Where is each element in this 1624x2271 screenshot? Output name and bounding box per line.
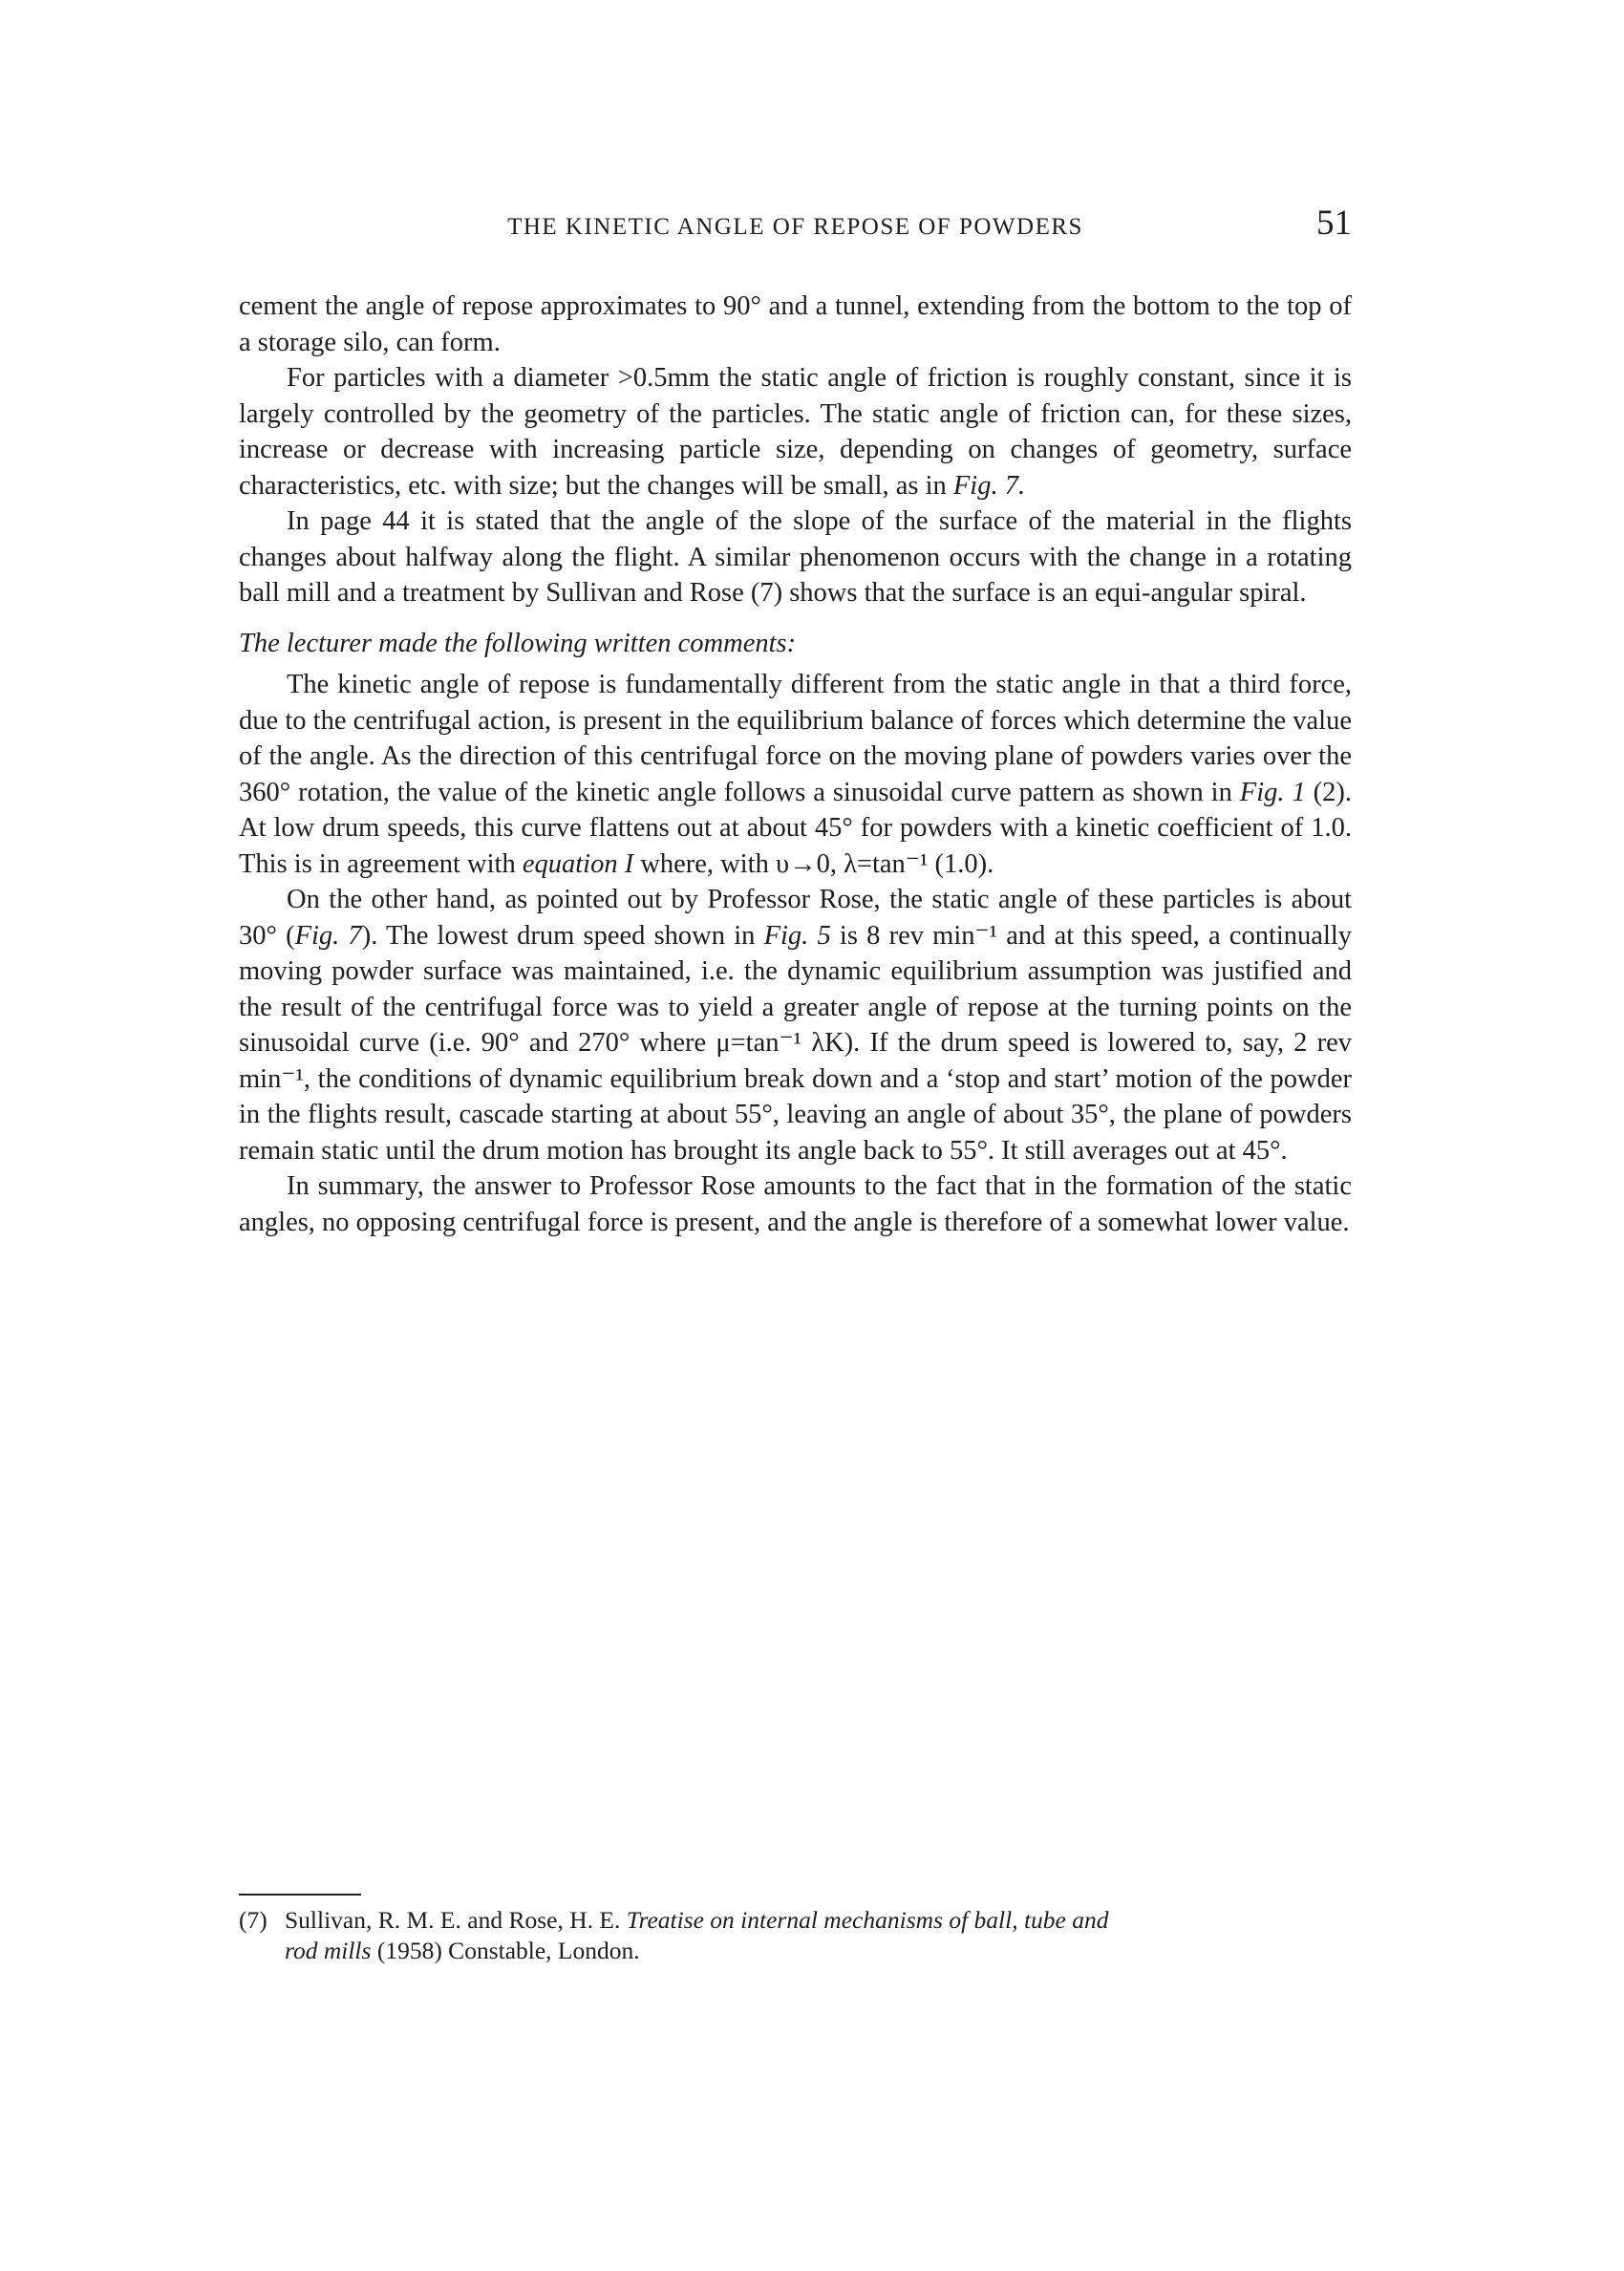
paragraph-2-text: For particles with a diameter >0.5mm the static angle of friction is roughly constant, since it is largely controlled by the geometry of the particles. The static angle of friction can, for these sizes, increase or decrease with increasing particle size, depending on changes of geometry, surface characteristics, etc. with size; but the changes will be small, as in xyxy=(239,363,1352,501)
figure-reference: Fig. 7 xyxy=(294,920,362,951)
paragraph-3 xyxy=(239,503,1352,611)
paragraph-5 xyxy=(239,882,1352,1168)
figure-reference: Fig. 1 xyxy=(1239,777,1306,807)
paragraph-5-text: On the other hand, as pointed out by Professor Rose, the static angle of these particles is about 30° ( xyxy=(239,885,1352,951)
figure-reference: Fig. 5 xyxy=(763,920,831,951)
footnote-number: (7) xyxy=(239,1906,267,1934)
paragraph-4-text: where, with υ→0, λ=tan⁻¹ (1.0). xyxy=(633,848,994,879)
page-number: 51 xyxy=(1316,204,1352,243)
footnote-title: rod mills xyxy=(285,1937,372,1964)
figure-reference: Fig. 7. xyxy=(952,470,1026,501)
page-header xyxy=(239,203,1352,252)
paragraph-4-text: (2). At low drum speeds, this curve flattens out at about 45° for powders with a kinetic coefficient of 1.0. This is in agreement with xyxy=(239,777,1352,879)
equation-reference: equation I xyxy=(522,848,634,879)
footnote-line-1 xyxy=(239,1905,1352,1936)
paragraph-6-text: In summary, the answer to Professor Rose amounts to the fact that in the formation of the static angles, no opposing centrifugal force is present, and the angle is therefore of a somewhat lower value. xyxy=(239,1171,1352,1237)
paragraph-3-text: In page 44 it is stated that the angle of the slope of the surface of the material in the flights changes about halfway along the flight. A similar phenomenon occurs with the change in a rotating ball mill and a treatment by Sullivan and Rose (7) shows that the surface is an equi-angular spiral. xyxy=(239,506,1352,608)
paragraph-4-text: The kinetic angle of repose is fundamentally different from the static angle in that a third force, due to the centrifugal action, is present in the equilibrium balance of forces which determine the value of the angle. As the direction of this centrifugal force on the moving plane of powders varies over the 360° rotation, the value of the kinetic angle follows a sinusoidal curve pattern as shown in xyxy=(239,670,1352,807)
footnote-divider xyxy=(239,1894,361,1896)
footnote xyxy=(239,1905,1352,1966)
paragraph-5-text: is 8 rev min⁻¹ and at this speed, a continually moving powder surface was maintained, i.e. the dynamic equilibrium assumption was justified and the result of the centrifugal force was to yield a greater angle of repose at the turning points on the sinusoidal curve (i.e. 90° and 270° where μ=tan⁻¹ λK). If the drum speed is lowered to, say, 2 rev min⁻¹, the conditions of dynamic equilibrium break down and a ‘stop and start’ motion of the powder in the flights result, cascade starting at about 55°, leaving an angle of about 35°, the plane of powders remain static until the drum motion has brought its angle back to 55°. It still averages out at 45°. xyxy=(239,920,1353,1166)
footnote-line-2 xyxy=(239,1936,1352,1966)
running-title: THE KINETIC ANGLE OF REPOSE OF POWDERS xyxy=(507,214,1083,240)
paragraph-6 xyxy=(239,1168,1352,1240)
footnote-publication: (1958) Constable, London. xyxy=(371,1937,640,1964)
paragraph-2 xyxy=(239,360,1352,503)
paragraph-1-text: cement the angle of repose approximates to 90° and a tunnel, extending from the bottom to the top of a storage silo, can form. xyxy=(239,291,1352,357)
paragraph-5-text: ). The lowest drum speed shown in xyxy=(361,920,764,951)
section-label: The lecturer made the following written comments: xyxy=(239,628,797,658)
footnote-authors: Sullivan, R. M. E. and Rose, H. E. xyxy=(285,1906,627,1934)
paragraph-1 xyxy=(239,289,1352,360)
footnote-title: Treatise on internal mechanisms of ball, tube and xyxy=(626,1906,1109,1934)
body-text xyxy=(239,289,1352,1240)
paragraph-4 xyxy=(239,667,1352,882)
